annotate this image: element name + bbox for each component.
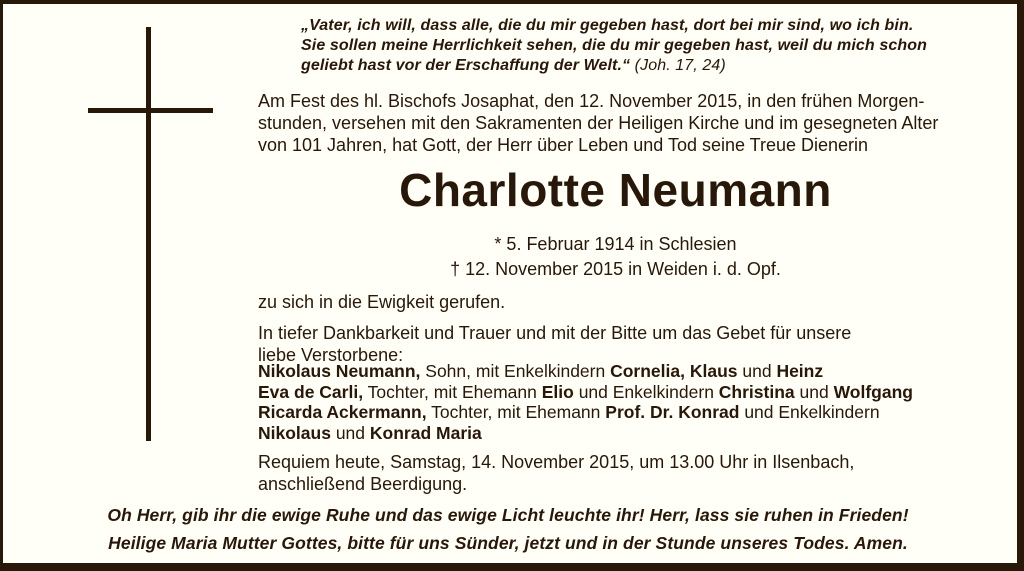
life-dates	[258, 232, 973, 282]
cross-vertical-bar	[146, 27, 151, 441]
family-line-son: Nikolaus Neumann, Sohn, mit Enkelkindern Cornelia, Klaus und Heinz	[258, 361, 824, 381]
family-line-daughter-2: Ricarda Ackermann, Tochter, mit Ehemann Prof. Dr. Konrad und Enkelkindern	[258, 402, 880, 422]
scripture-quote-line: „Vater, ich will, dass alle, die du mir gegeben hast, dort bei mir sind, wo ich bin.	[301, 17, 914, 34]
deceased-name: Charlotte Neumann	[399, 164, 832, 216]
gratitude-line: liebe Verstorbene:	[258, 344, 404, 365]
family-line-daughter-1: Eva de Carli, Tochter, mit Ehemann Elio und Enkelkindern Christina und Wolfgang	[258, 381, 913, 402]
called-to-eternity-line: zu sich in die Ewigkeit gerufen.	[258, 292, 506, 312]
gratitude-line: In tiefer Dankbarkeit und Trauer und mit der Bitte um das Gebet für unsere	[258, 323, 852, 343]
intro-line: von 101 Jahren, hat Gott, der Herr über Leben und Tod seine Treue Dienerin	[258, 135, 869, 155]
cross-horizontal-bar	[88, 108, 213, 113]
intro-line: Am Fest des hl. Bischofs Josaphat, den 12. November 2015, in den frühen Morgen-	[258, 91, 925, 111]
requiem-line: Requiem heute, Samstag, 14. November 2015, um 13.00 Uhr in Ilsenbach,	[258, 452, 855, 472]
burial-line: anschließend Beerdigung.	[258, 474, 468, 494]
family-list	[258, 361, 1003, 443]
intro-line: stunden, versehen mit den Sakramenten der Heiligen Kirche und im gesegneten Alter	[258, 113, 939, 133]
scripture-quote-line-with-citation: geliebt hast vor der Erschaffung der Welt.“ (Joh. 17, 24)	[301, 57, 726, 74]
closing-prayer-line-2: Heilige Maria Mutter Gottes, bitte für uns Sünder, jetzt und in der Stunde unseres Todes. Amen.	[108, 533, 908, 553]
scripture-quote	[301, 16, 1001, 76]
death-date-line: † 12. November 2015 in Weiden i. d. Opf.	[450, 259, 781, 279]
intro-paragraph	[258, 90, 1003, 156]
closing-prayer-line-1: Oh Herr, gib ihr die ewige Ruhe und das ewige Licht leuchte ihr! Herr, lass sie ruhen in Frieden!	[107, 505, 909, 525]
family-line-grandchildren: Nikolaus und Konrad Maria	[258, 422, 482, 443]
gratitude-paragraph	[258, 323, 1003, 366]
birth-date-line: * 5. Februar 1914 in Schlesien	[494, 234, 737, 254]
funeral-info	[258, 451, 1003, 495]
scripture-quote-line: Sie sollen meine Herrlichkeit sehen, die du mir gegeben hast, weil du mich schon	[301, 37, 927, 54]
